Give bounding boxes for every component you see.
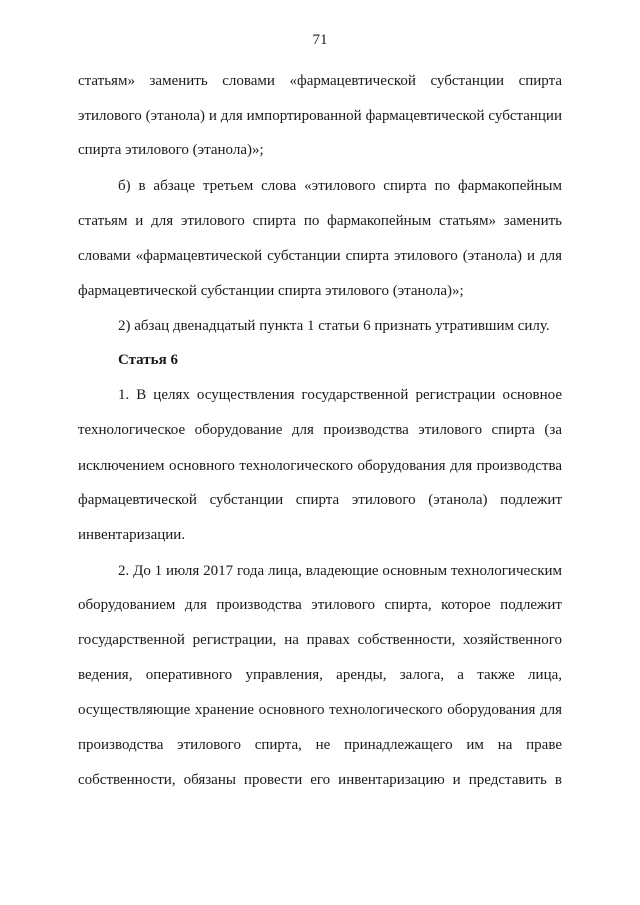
text-line: осуществляющие хранение основного технологического оборудования для bbox=[78, 702, 562, 718]
text-line: государственной регистрации, на правах собственности, хозяйственного bbox=[78, 632, 562, 648]
text-line: собственности, обязаны провести его инвентаризацию и представить в bbox=[78, 772, 562, 788]
text-line: оборудованием для производства этилового спирта, которое подлежит bbox=[78, 597, 562, 613]
text-line: инвентаризации. bbox=[78, 527, 186, 543]
text-line: производства этилового спирта, не принадлежащего им на праве bbox=[78, 737, 562, 753]
paragraph-start-line: 2) абзац двенадцатый пункта 1 статьи 6 признать утратившим силу. bbox=[118, 318, 550, 334]
paragraph-start-line: б) в абзаце третьем слова «этилового спирта по фармакопейным bbox=[118, 178, 562, 194]
text-line: статьям» заменить словами «фармацевтической субстанции спирта bbox=[78, 73, 562, 89]
page-number: 71 bbox=[312, 32, 328, 48]
paragraph-start-line: 1. В целях осуществления государственной регистрации основное bbox=[118, 387, 562, 403]
text-line: словами «фармацевтической субстанции спирта этилового (этанола) и для bbox=[78, 248, 562, 264]
text-line: спирта этилового (этанола)»; bbox=[78, 142, 264, 158]
text-line: технологическое оборудование для производства этилового спирта (за bbox=[78, 422, 562, 438]
text-line: статьям и для этилового спирта по фармакопейным статьям» заменить bbox=[78, 213, 562, 229]
article-heading: Статья 6 bbox=[118, 352, 178, 368]
text-line: ведения, оперативного управления, аренды, залога, а также лица, bbox=[78, 667, 562, 683]
text-line: фармацевтической субстанции спирта этилового (этанола) подлежит bbox=[78, 492, 562, 508]
text-line: фармацевтической субстанции спирта этилового (этанола)»; bbox=[78, 283, 464, 299]
paragraph-start-line: 2. До 1 июля 2017 года лица, владеющие основным технологическим bbox=[118, 563, 562, 579]
text-line: исключением основного технологического оборудования для производства bbox=[78, 458, 562, 474]
text-line: этилового (этанола) и для импортированной фармацевтической субстанции bbox=[78, 108, 562, 124]
